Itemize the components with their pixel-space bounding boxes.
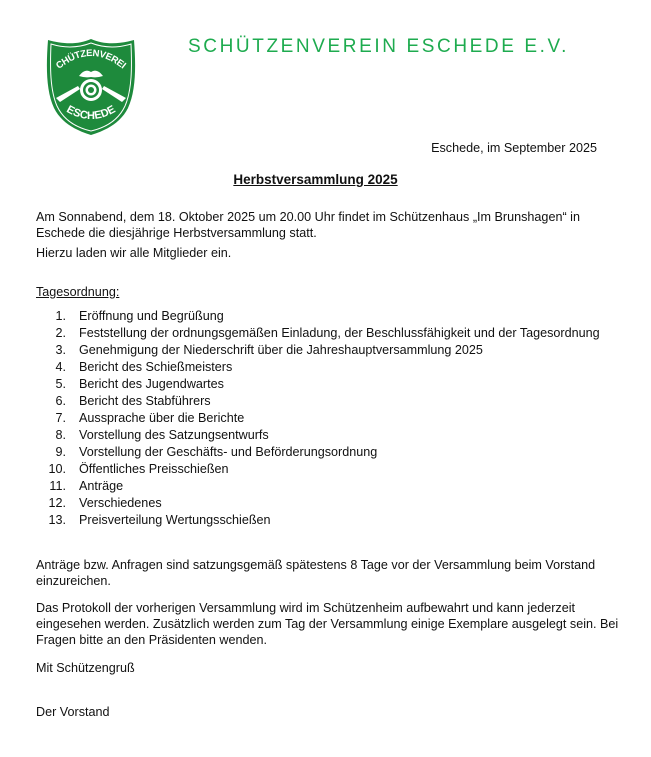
date-line: Eschede, im September 2025: [431, 141, 597, 155]
document-title: Herbstversammlung 2025: [233, 172, 398, 187]
agenda-item: [36, 495, 600, 512]
agenda-item-text: Verschiedenes: [79, 496, 162, 510]
agenda-heading: Tagesordnung:: [36, 285, 120, 299]
intro-paragraph: Am Sonnabend, dem 18. Oktober 2025 um 20.00 Uhr findet im Schützenhaus „Im Brunshagen“ in Eschede die diesjährige Herbstversammlung statt.: [36, 210, 580, 240]
agenda-item-text: Eröffnung und Begrüßung: [79, 309, 224, 323]
agenda-item: [36, 342, 600, 359]
agenda-item-text: Genehmigung der Niederschrift über die Jahreshauptversammlung 2025: [79, 343, 483, 357]
invitation-paragraph: Hierzu laden wir alle Mitglieder ein.: [36, 246, 232, 260]
svg-text:ESCHEDE: ESCHEDE: [64, 103, 118, 122]
agenda-item-text: Öffentliches Preisschießen: [79, 462, 229, 476]
agenda-item-text: Preisverteilung Wertungsschießen: [79, 513, 271, 527]
agenda-item-text: Vorstellung des Satzungsentwurfs: [79, 428, 269, 442]
agenda-item: [36, 410, 600, 427]
agenda-item-number: 7.: [55, 411, 66, 425]
agenda-item-number: 12.: [48, 496, 66, 510]
agenda-item: [36, 359, 600, 376]
closing-greeting: Mit Schützengruß: [36, 661, 135, 675]
agenda-item-number: 5.: [55, 377, 66, 391]
agenda-item-text: Aussprache über die Berichte: [79, 411, 245, 425]
agenda-item: [36, 444, 600, 461]
agenda-item-number: 8.: [55, 428, 66, 442]
agenda-item-text: Anträge: [79, 479, 124, 493]
club-logo: [44, 36, 138, 136]
agenda-item-text: Bericht des Jugendwartes: [79, 377, 224, 391]
agenda-item-number: 2.: [55, 326, 66, 340]
agenda-item-number: 1.: [55, 309, 66, 323]
agenda-item: [36, 512, 600, 529]
agenda-list: [36, 308, 600, 529]
agenda-item: [36, 427, 600, 444]
agenda-item-text: Bericht des Schießmeisters: [79, 360, 233, 374]
agenda-item-number: 11.: [49, 479, 66, 493]
protocol-paragraph: Das Protokoll der vorherigen Versammlung wird im Schützenheim aufbewahrt und kann jederzeit eingesehen werden. Zusätzlich werden zum Tag der Versammlung einige Exemplare ausgelegt sein. Bei Fragen bitte an den Präsidenten wenden.: [36, 601, 619, 647]
agenda-item-number: 13.: [48, 513, 66, 527]
agenda-item-number: 3.: [55, 343, 66, 357]
agenda-item-number: 6.: [55, 394, 66, 408]
motions-paragraph: Anträge bzw. Anfragen sind satzungsgemäß spätestens 8 Tage vor der Versammlung beim Vorstand einzureichen.: [36, 558, 596, 588]
agenda-item: [36, 376, 600, 393]
agenda-item-number: 4.: [55, 360, 66, 374]
club-crest-icon: [44, 36, 138, 136]
agenda-item-number: 9.: [55, 445, 66, 459]
agenda-item-number: 10.: [48, 462, 66, 476]
agenda-item: [36, 393, 600, 410]
agenda-item-text: Bericht des Stabführers: [79, 394, 211, 408]
agenda-item: [36, 325, 600, 342]
agenda-item: [36, 478, 600, 495]
agenda-item-text: Vorstellung der Geschäfts- und Beförderungsordnung: [79, 445, 378, 459]
signature: Der Vorstand: [36, 705, 110, 719]
agenda-item: [36, 461, 600, 478]
agenda-item-text: Feststellung der ordnungsgemäßen Einladung, der Beschlussfähigkeit und der Tagesordnung: [79, 326, 600, 340]
organization-name: SCHÜTZENVEREIN ESCHEDE E.V.: [188, 36, 569, 57]
svg-text:SCHÜTZENVEREIN: CHÜTZENVEREI: [54, 47, 128, 72]
agenda-item: [36, 308, 600, 325]
